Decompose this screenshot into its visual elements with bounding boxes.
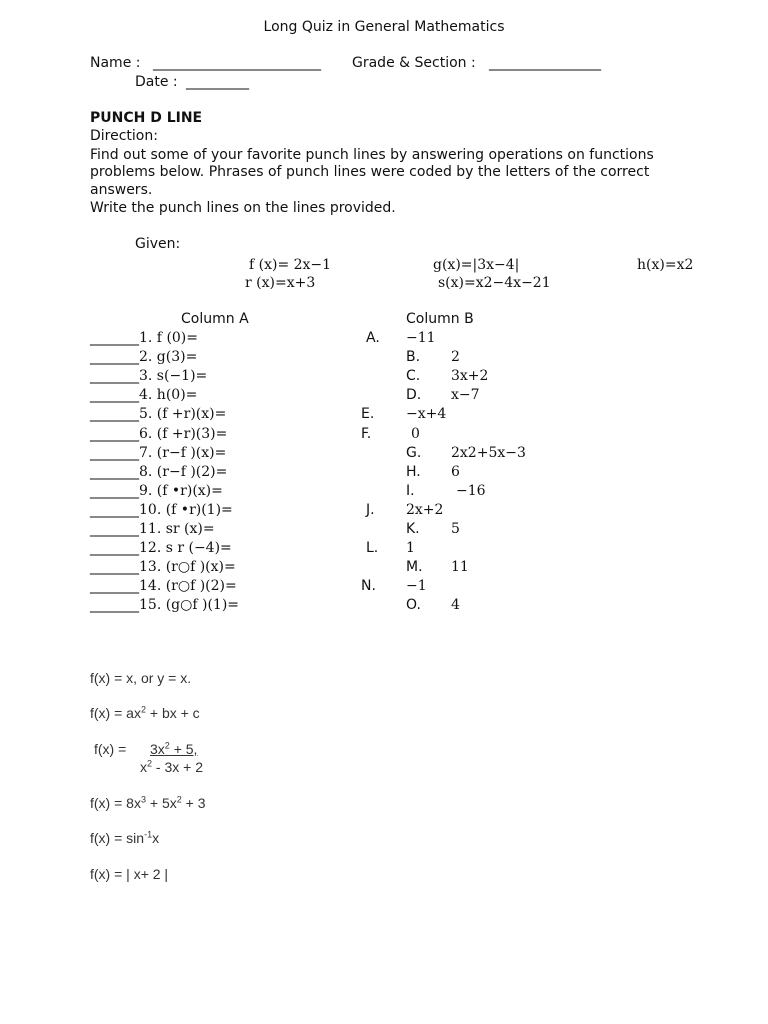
example-4: $f(x) = 8x^3 + 5x^2 + 3$ [90,794,206,811]
column-b-letter: H. [406,463,421,480]
column-b-value: −11 [406,330,436,346]
column-b-letter: L. [366,540,379,557]
page-title: Long Quiz in General Mathematics [263,19,505,35]
column-b-value: 5 [451,521,460,537]
column-a-item [90,367,207,385]
column-a-item [90,558,236,576]
column-b-value: 6 [451,463,460,480]
column-a-question: 11. sr (x)= [139,521,215,537]
column-a-question: 12. s r (−4)= [139,540,232,557]
column-b-value: 1 [406,540,415,557]
name-blank: ________________________ [153,55,321,71]
column-b-letter: O. [406,597,421,614]
column-b-letter: B. [406,349,421,366]
column-a-item [90,405,226,423]
column-a-question: 7. (r−f )(x)= [139,444,227,461]
column-b-letter: I. [406,482,415,499]
column-b-value: −1 [406,578,427,595]
given-g: g(x)=|3x−4| [433,257,520,273]
column-a-item [90,444,226,462]
column-b-value: 4 [451,597,460,614]
column-b-letter: E. [361,406,375,423]
column-b-letter: C. [406,368,421,385]
column-b-value: 2x+2 [406,501,444,518]
example-5: $f(x) = \sin^{-1}x$ [90,829,160,846]
answer-blank[interactable]: _______ [90,368,139,385]
grade-blank: ________________ [489,55,601,71]
section-heading: PUNCH D LINE [90,110,203,126]
answer-blank[interactable]: _______ [90,463,139,480]
answer-blank[interactable]: _______ [90,559,139,576]
column-a-question: 13. (r○f )(x)= [139,559,236,576]
column-a-question: 9. (f •r)(x)= [139,482,223,499]
example-6: f(x) = | x+ 2 | [90,866,169,882]
column-a-item [90,596,239,614]
answer-blank[interactable]: _______ [90,597,139,614]
answer-blank[interactable]: _______ [90,387,139,404]
direction-label: Direction: [90,128,158,144]
column-b-letter: M. [406,559,423,576]
column-a-question: 3. s(−1)= [139,368,208,385]
column-a-item [90,348,197,366]
column-a-question: 2. g(3)= [139,349,198,366]
direction-line-2: problems below. Phrases of punch lines were coded by the letters of the correct [90,164,650,180]
answer-blank[interactable]: _______ [90,444,139,461]
given-s: s(x)=x2−4x−21 [438,275,551,291]
column-a-item [90,577,237,595]
given-h: h(x)=x2 [637,257,694,273]
given-label: Given: [135,236,181,252]
column-a-question: 8. (r−f )(2)= [139,463,228,480]
example-3-lhs: f(x) = [94,741,127,757]
direction-line-4: Write the punch lines on the lines provided. [90,200,396,216]
column-a-question: 15. (g○f )(1)= [139,597,240,614]
column-a-question: 10. (f •r)(1)= [139,501,233,518]
grade-label: Grade & Section : [352,55,476,71]
column-b-value: 2 [451,349,460,366]
answer-blank[interactable]: _______ [90,425,139,442]
column-a-item [90,501,233,519]
column-b-value: 2x2+5x−3 [451,444,526,461]
column-a-item [90,463,227,481]
answer-blank[interactable]: _______ [90,349,139,366]
given-f: f (x)= 2x−1 [249,257,332,273]
column-a-item [90,520,215,538]
date-label: Date : [135,74,178,90]
column-b-letter: D. [406,387,422,404]
example-3-denominator: $x^2 - 3x + 2$ [140,758,203,775]
column-a-item [90,386,197,404]
date-blank: _________ [186,74,249,90]
column-b-value: x−7 [451,387,480,404]
column-a-item [90,425,227,443]
given-r: r (x)=x+3 [245,275,316,291]
column-b-value: −x+4 [406,406,447,423]
answer-blank[interactable]: _______ [90,521,139,537]
example-3-numerator: $3x^2 + 5$, [150,740,198,757]
column-b-value: 11 [451,559,469,576]
column-b-value: 3x+2 [451,368,489,385]
column-b-value: −16 [456,482,486,499]
column-b-header: Column B [406,311,474,327]
answer-blank[interactable]: _______ [90,501,139,518]
direction-line-1: Find out some of your favorite punch lines by answering operations on functions [90,147,654,163]
example-2: $f(x) = ax^2$ + bx + c [90,704,200,721]
column-a-question: 6. (f +r)(3)= [139,425,228,442]
column-a-header: Column A [181,311,249,327]
column-a-item [90,539,232,557]
answer-blank[interactable]: _______ [90,406,139,423]
answer-blank[interactable]: _______ [90,330,139,346]
column-b-letter: N. [361,578,376,595]
answer-blank[interactable]: _______ [90,482,139,499]
column-b-letter: G. [406,444,422,461]
column-a-question: 4. h(0)= [139,387,198,404]
column-b-letter: J. [366,501,375,518]
column-a-question: 1. f (0)= [139,330,199,346]
column-b-letter: F. [361,425,372,442]
column-b-letter: A. [366,330,380,346]
answer-blank[interactable]: _______ [90,578,139,595]
column-b-value: 0 [411,425,420,442]
column-a-question: 14. (r○f )(2)= [139,578,237,595]
example-1: f(x) = x, or y = x. [90,670,192,686]
column-a-question: 5. (f +r)(x)= [139,406,227,423]
direction-line-3: answers. [90,182,153,198]
column-b-letter: K. [406,521,420,537]
name-label: Name : [90,55,141,71]
column-a-item [90,329,198,347]
column-a-item [90,482,223,500]
answer-blank[interactable]: _______ [90,540,139,557]
